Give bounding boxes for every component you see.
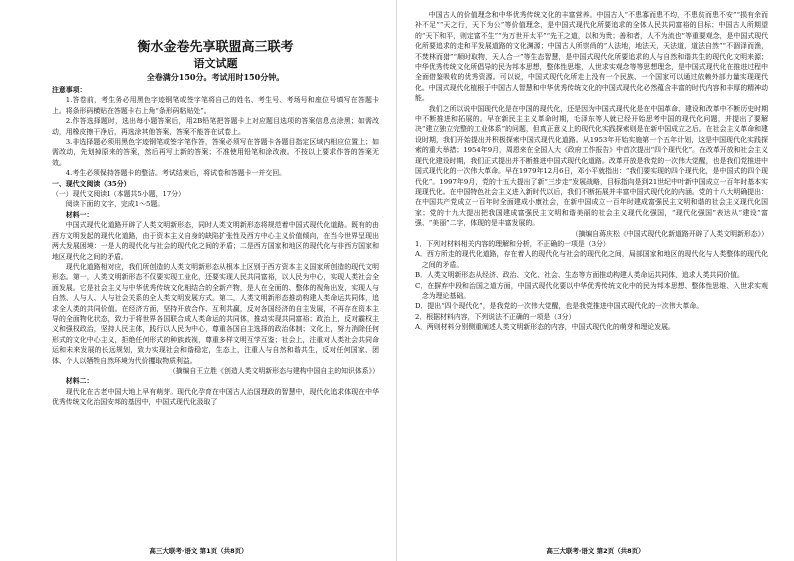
material-2-paragraph: 现代化在古老中国大地上早有萌芽。现代化孕育在中国古人治国理政的智慧中，现代化追求体现在中华优秀传统文化治国安邦的基因中，中国式现代化汲取了 — [52, 387, 379, 407]
page-1-footer: 高三大联考·语文 第1页（共8页） — [149, 547, 248, 555]
exam-subtitle: 语文试题 — [193, 57, 238, 70]
section-heading: 一、现代文阅读（35分） — [52, 179, 131, 188]
notice-item-2: 2.作答选择题时，选出每小题答案后，用2B铅笔把答题卡上对应题目选项的答案信息点涂黑；如需改动，用橡皮擦干净后，再选涂其他答案，答案不能答在试卷上。 — [52, 117, 379, 136]
question-2: 2．根据材料内容，下列说法不正确的一项是（3分） — [415, 312, 576, 321]
material-1-label: 材料一： — [65, 210, 94, 219]
material-2-source: （摘编自蒋庆松《中国式现代化新道路开辟了人类文明新形态》） — [571, 229, 768, 238]
subsection-heading: （一）现代文阅读Ⅰ（本题共5小题，17分） — [52, 190, 186, 199]
question-1-option-b: B．人类文明新形态从经济、政治、文化、社会、生态等方面推动构建人类命运共同体，追求人类共同价值。 — [415, 271, 744, 280]
question-1-option-c: C．在摒弃中段和治国之道方面，中国式现代化要以中华优秀传统文化中的民为邦本思想、整体性思维、入世求实观念为理论基础。 — [415, 281, 768, 300]
material-1-paragraph-1: 中国式现代化道路开辟了人类文明新形态，同时人类文明新形态将规范着中国式现代化道路。既有的由西方文明发起的现代化道路，由于资本主义自身的缺陷扩张性及西方中心主义价值倾向，在当今世界呈现出两大发展困境：一是人的现代化与社会的现代化之间的矛盾；二是西方国家和地区的现代化与非西方国家和地区现代化之间的矛盾。 — [52, 221, 379, 261]
question-1-option-a: A．西方所走的现代化道路，存在着人的现代化与社会的现代化之间，局部国家和地区的现代化与人类整体的现代化之间的矛盾。 — [415, 250, 768, 269]
notice-heading: 注意事项： — [52, 86, 87, 94]
material-2-label: 材料二： — [65, 377, 94, 386]
page-2 — [397, 0, 794, 561]
page-2-paragraph-2: 我们之所以说中国现代化是在中国的现代化，还是因为中国式现代化是在中国革命、建设和改革中不断历史时期中不断推进和拓展的。早在新民主主义革命时期，毛泽东等人就已经开始思考中国的现代化问题，并提出了要解决“建立独立完整的工业体系”的问题，但真正意义上的现代化实践探索则是在新中国成立之后。在社会主义革命和建设时期，我们开始提出并积极探索中国式现代化道路。从1953年开始实施第一个五年计划，这是中国现代化实践探索的重大举措；1954年9月，周恩来在全国人大《政府工作报告》中首次提出“四个现代化”。在改革开放和社会主义现代化建设时期，我们正式提出并不断推进中国式现代化道路。改革开放是我党的一次伟大觉醒，也是我们党推进中国式现代化的一次伟大革命。早在1979年12月6日，邓小平就指出：“我们要实现的四个现代化，是中国式的四个现代化”。1997年9月，党的十五大提出了新“三步走”发展战略，目标指向是到21世纪中叶新中国成立一百年时基本实现现代化。在中国特色社会主义进入新时代以后，我们不断拓展并丰富中国式现代化的内涵。党的十八大明确提出：在中国共产党成立一百年时全面建成小康社会，在新中国成立一百年时建成富强民主文明和谐的社会主义现代化国家；党的十九大提出把我国建成富强民主文明和谐美丽的社会主义现代化强国，“现代化强国”表达从“建设”富强、“美丽”二字，体现的是丰富发展的。 — [415, 104, 768, 228]
page-2-footer: 高三大联考·语文 第2页（共8页） — [546, 547, 645, 555]
notice-item-4: 4.考生必须保持答题卡的整洁。考试结束后，将试卷和答题卡一并交回。 — [65, 169, 286, 178]
question-2-option-a: A．两则材料分别侧重阐述人类文明新形态的内容，中国式现代化的萌芽和理论发展。 — [415, 323, 675, 332]
question-1: 1．下列对材料相关内容的理解和分析，不正确的一项是（3分） — [415, 239, 610, 248]
score-line: 全卷满分150分。考试用时150分钟。 — [146, 72, 285, 82]
question-1-option-d: D．提出“四个现代化”，是我党的一次伟大觉醒，也是我党推进中国式现代化的一次伟大革命。 — [415, 302, 704, 311]
page-2-paragraph-1: 中国古人的价值理念和中华优秀传统文化的丰富营养。中国古人“不患寡而患不均，不患贫而患不安”“损有余而补不足”“天之行，天下为公”等价值理念，是中国式现代化所要追求的全体人民共同富裕的目标；中国古人所期望的“天下和平，则定富不生”“为万世开太平”“先王之道，以和为贵；善和者，人不为流也”等重要观念，是中国式现代化所要追求的走和平发展道路的文化渊源；中国古人所崇尚的“人法地，地法天，天法道，道法自然”“不涸泽而渔，不焚林而猎”“顺时取物，天人合一”等生态智慧，是中国式现代化所要追求的人与自然和谐共生的现代化文明来源；中华优秀传统文化所倡导的民为邦本思想，整体性思维，人世求实观念等等思想理念，是中国式现代化在推进过程中全面借鉴吸收的优秀资源。可以说，中国式现代化所走上没有一个民族、一个国家可以通过依赖外部力量实现现代化。中国式现代化植根于中国古人智慧和中华优秀传统文化的中国式现代化必然蕴含丰富的时代内容和丰厚的精神动能。 — [415, 11, 768, 103]
material-1-paragraph-2: 现代化道路相对应，我们所创造的人类文明新形态从根本上区别于西方资本主义国家所创造的现代文明形态。第一，人类文明新形态不仅要实现工业化，还要实现人民共同富裕，以人民为中心，实现人类社会全面发展。它是社会主义与中华优秀传统文化相结合的全新产物，是人在全面的、整体的视角出发，实现人与自然、人与人、人与社会关系的全人类文明发展方式。第二，人类文明新形态推动构建人类命运共同体，追求全人类的共同价值。在经济方面，坚持开放合作、互利共赢，反对各国经济的自主发展，不再存在资本主导的全面物化状态，致力于将世界各国联合成人类命运的共同体，推动实现共同富裕；政治上，反对霸权主义和强权政治，坚持人民主体，践行以人民为中心，尊重各国自主选择的政治体制；文化上，努力消除任何形式的文化中心主义，拒绝任何形式的种族歧视，尊重多样文明互学互鉴；社会上，注重对人类社会共同命运和未来发展的长远规划，致力实现社会和谐稳定，生态上，注重人与自然和谐共生，反对任何国家、团体、个人以牺牲自然环境为代价攫取物质利益。 — [52, 262, 379, 365]
instruction-text: 阅读下面的文字，完成1～5题。 — [65, 200, 165, 209]
notice-item-1: 1.答卷前，考生务必用黑色字迹钢笔或签字笔将自己的姓名、考生号、考场号和座位号填写在答题卡上。将条形码横贴在答题卡右上角“条形码粘贴处”。 — [52, 96, 379, 115]
material-1-source: （摘编自王立胜《创造人类文明新形态与建构中国自主的知识体系》） — [168, 366, 379, 375]
notice-item-3: 3.非选择题必须用黑色字迹钢笔或签字笔作答，答案必须写在答题卡各题目指定区域内相应位置上；如需改动，先划掉原来的答案，然后再写上新的答案；不准使用铅笔和涂改液。不按以上要求作答的答案无效。 — [52, 138, 379, 167]
exam-title: 衡水金卷先享联盟高三联考 — [137, 40, 294, 55]
